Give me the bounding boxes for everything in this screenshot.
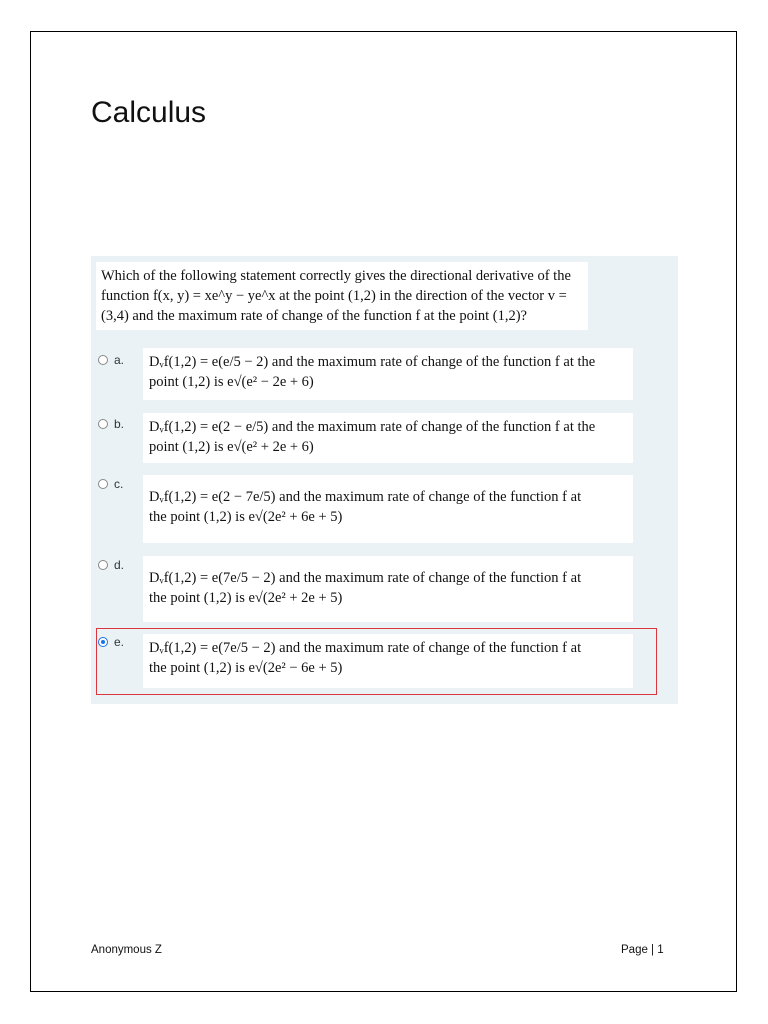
- option-c-radio-group[interactable]: [98, 474, 123, 494]
- option-b-line-2: point (1,2) is e√(e² + 2e + 6): [149, 439, 314, 455]
- option-e-line-2: the point (1,2) is e√(2e² − 6e + 5): [149, 660, 343, 676]
- radio-button-b[interactable]: [98, 419, 108, 429]
- question-line-1: Which of the following statement correctly gives the directional derivative of the: [101, 268, 571, 284]
- radio-button-a[interactable]: [98, 355, 108, 365]
- option-b-radio-group[interactable]: [98, 414, 124, 434]
- option-a-line-1: Dᵥf(1,2) = e(e/5 − 2) and the maximum rate of change of the function f at the: [149, 354, 596, 370]
- option-letter-b: b.: [114, 417, 125, 431]
- option-letter-d: d.: [114, 558, 125, 572]
- option-d-line-1: Dᵥf(1,2) = e(7e/5 − 2) and the maximum rate of change of the function f at: [149, 570, 582, 586]
- option-a-radio-group[interactable]: [98, 350, 124, 370]
- question-line-2: function f(x, y) = xe^y − ye^x at the point (1,2) in the direction of the vector v =: [101, 288, 567, 304]
- option-b-answer[interactable]: [143, 413, 633, 463]
- question-text: [96, 262, 588, 330]
- option-d-line-2: the point (1,2) is e√(2e² + 2e + 5): [149, 590, 343, 606]
- option-c-line-1: Dᵥf(1,2) = e(2 − 7e/5) and the maximum rate of change of the function f at: [149, 489, 582, 505]
- radio-button-c[interactable]: [98, 479, 108, 489]
- option-letter-a: a.: [114, 353, 125, 367]
- footer-page-number: Page | 1: [621, 944, 664, 956]
- option-a-answer[interactable]: [143, 348, 633, 400]
- option-e-line-1: Dᵥf(1,2) = e(7e/5 − 2) and the maximum rate of change of the function f at: [149, 640, 582, 656]
- option-d-radio-group[interactable]: [98, 555, 124, 575]
- option-c-answer[interactable]: [143, 475, 633, 543]
- option-letter-e: e.: [114, 635, 125, 649]
- question-line-3: (3,4) and the maximum rate of change of the function f at the point (1,2)?: [101, 308, 527, 324]
- option-a-line-2: point (1,2) is e√(e² − 2e + 6): [149, 374, 314, 390]
- radio-button-d[interactable]: [98, 560, 108, 570]
- option-letter-c: c.: [114, 477, 124, 491]
- footer-author: Anonymous Z: [91, 944, 162, 956]
- selected-answer-highlight: [96, 628, 657, 695]
- option-c-line-2: the point (1,2) is e√(2e² + 6e + 5): [149, 509, 343, 525]
- page-title: Calculus: [91, 96, 207, 129]
- option-d-answer[interactable]: [143, 556, 633, 622]
- option-b-line-1: Dᵥf(1,2) = e(2 − e/5) and the maximum rate of change of the function f at the: [149, 419, 596, 435]
